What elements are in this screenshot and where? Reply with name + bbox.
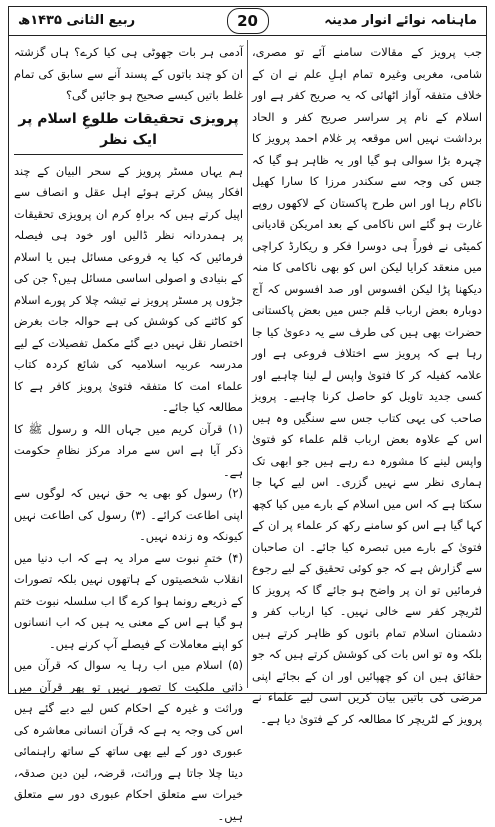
left-column xyxy=(14,42,243,823)
page-number: 20 xyxy=(227,8,269,34)
left-paragraph: ہم یہاں مسٹر پرویز کے سحر البیان کے چند افکار پیش کرتے ہوئے اہل عقل و انصاف سے اپیل کرتے ہیں کہ براہِ کرم ان پرویزی تحقیقات پر ہمدردانہ نظر ڈالیں اور خود ہی فیصلہ فرمائیں کہ کیا یہ فروعی مسائل ہیں یا اسلام کے بنیادی و اصولی اساسی مسائل ہیں؟ جن کی جڑوں پر مسٹر پرویز نے تیشہ چلا کر پورے اسلام کو کاٹنے کی کوشش کی ہے حوالہ جات بغرض اختصار نقل نہیں دیے گئے مکمل تفصیلات کے لیے مدرسہ عربیہ اسلامیہ کی شائع کردہ کتاب علماء امت کا متفقہ فتویٰ پرویز کافر ہے کا مطالعہ کیا جائے۔ xyxy=(14,163,243,414)
left-intro: آدمی ہر بات جھوٹی ہی کیا کرے؟ ہاں گزشتہ ان کو چند باتوں کے پسند آنے سے سابق کی تمام غلط باتیں کیسے صحیح ہو جائیں گی؟ xyxy=(14,45,243,102)
list-item: (۲) رسول کو بھی یہ حق نہیں کہ لوگوں سے اپنی اطاعت کرائے۔ (۳) رسول کی اطاعت نہیں کیونکہ وہ زندہ نہیں۔ xyxy=(14,486,243,543)
magazine-title: ماہنامہ نوائے انوار مدینہ xyxy=(324,13,477,28)
column-divider xyxy=(247,40,248,688)
right-paragraph: جب پرویز کے مقالات سامنے آئے تو مصری، شامی، مغربی وغیرہ تمام اہلِ علم نے ان کے خلاف متفقہ آواز اٹھائی کہ یہ صریح کفر ہے اور اسلام کے نام پر سراسر صریح کفر و الحاد برداشت نہیں اس موقعہ پر غلام احمد پرویز کا چہرہ بڑا سوالی ہو گیا اور یہ ظاہر ہو گیا کہ جس کی وجہ سے سکندر مرزا کا سارا کھیل ناکام رہا اور اس طرح پاکستان کے لاکھوں روپے غارت ہو گئے اس ناکامی کے بعد امریکن قادیانی کمیٹی نے فوراً ہی دوسرا فکر و ریکارڈ کراچی میں منعقد کرایا لیکن اس کو بھی ناکامی کا منہ دیکھنا پڑا لیکن افسوس اور صد افسوس کہ آج دوبارہ بعض ارباب قلم جس میں بعض پاکستانی حضرات بھی ہیں کی طرف سے یہ دعویٰ کیا جا رہا ہے کہ پرویز سے اختلاف فروعی ہے اور علامہ کفیلہ کر کا فتویٰ واپس لے لینا چاہیے اور کسی جدید تاویل کو حاصل کرنا چاہیے۔ پرویز صاحب کی یہی کتاب جس سے سنگیں وہ ہیں اس کے علاوہ بعض ارباب قلم علماء کو فتویٰ واپس لینے کا مشورہ دے رہے ہیں جو ابھی تک ہماری نظر سے نہیں گزری۔ اس لیے کہا جا سکتا ہے کہ اس میں اسلام کے بارے میں کیا کچھ کہا گیا ہے اس کو سامنے رکھ کر علماء پر ان کے فتویٰ کے بارے میں تبصرہ کیا جائے۔ ان صاحبان سے گزارش ہے کہ جو کوئی تحقیق کے لیے رجوع فرمائیں تو ان پر واضح ہو جائے گا کہ پرویز کا لٹریچر کفر سے خالی نہیں۔ کیا ارباب کفر و دشمنان اسلام تمام باتوں کو ظاہر کرتے ہیں بلکہ وہ تو اس بات کی کوشش کرتے ہیں کہ جو حقائق ہیں ان کو چھپائیں اور ان کے بجائے اپنی مرضی کی باتیں بیان کریں اسی لیے علماء نے پرویز کے لٹریچر کا مطالعہ کر کے فتویٰ دیا ہے۔ xyxy=(252,45,482,726)
page-header xyxy=(8,6,487,36)
list-item: (۴) ختمِ نبوت سے مراد یہ ہے کہ اب دنیا میں انقلاب شخصیتوں کے ہاتھوں نہیں بلکہ تصورات کے ذریعے رونما ہوا کرے گا اب سلسلہ نبوت ختم ہو گیا ہے اس کے معنی یہ ہیں کہ اب انسانوں کو اپنے معاملات کے فیصلے آپ کرنے ہیں۔ xyxy=(14,550,243,651)
issue-date: ربیع الثانی ۱۴۳۵ھ xyxy=(18,13,136,28)
list-item: (۱) قرآن کریم میں جہاں اللہ و رسول ﷺ کا ذکر آیا ہے اس سے مراد مرکز نظامِ حکومت ہے۔ xyxy=(14,421,243,479)
right-column xyxy=(252,42,482,726)
section-title: پرویزی تحقیقات طلوعِ اسلام پر ایک نظر xyxy=(14,109,243,155)
list-item: (۵) اسلام میں اب رہا یہ سوال کہ قرآن میں ذاتی ملکیت کا تصور نہیں تو پھر قرآن میں وراثت و غیرہ کے احکام کس لیے دیے گئے ہیں اس کی وجہ یہ ہے کہ قرآن انسانی معاشرہ کی عبوری دور کے لیے بھی ساتھ کے ساتھ راہنمائی دیتا چلا جاتا ہے وراثت، قرضہ، لین دین صدقہ، خیرات سے متعلق احکام عبوری دور سے متعلق ہیں۔ xyxy=(14,658,243,823)
